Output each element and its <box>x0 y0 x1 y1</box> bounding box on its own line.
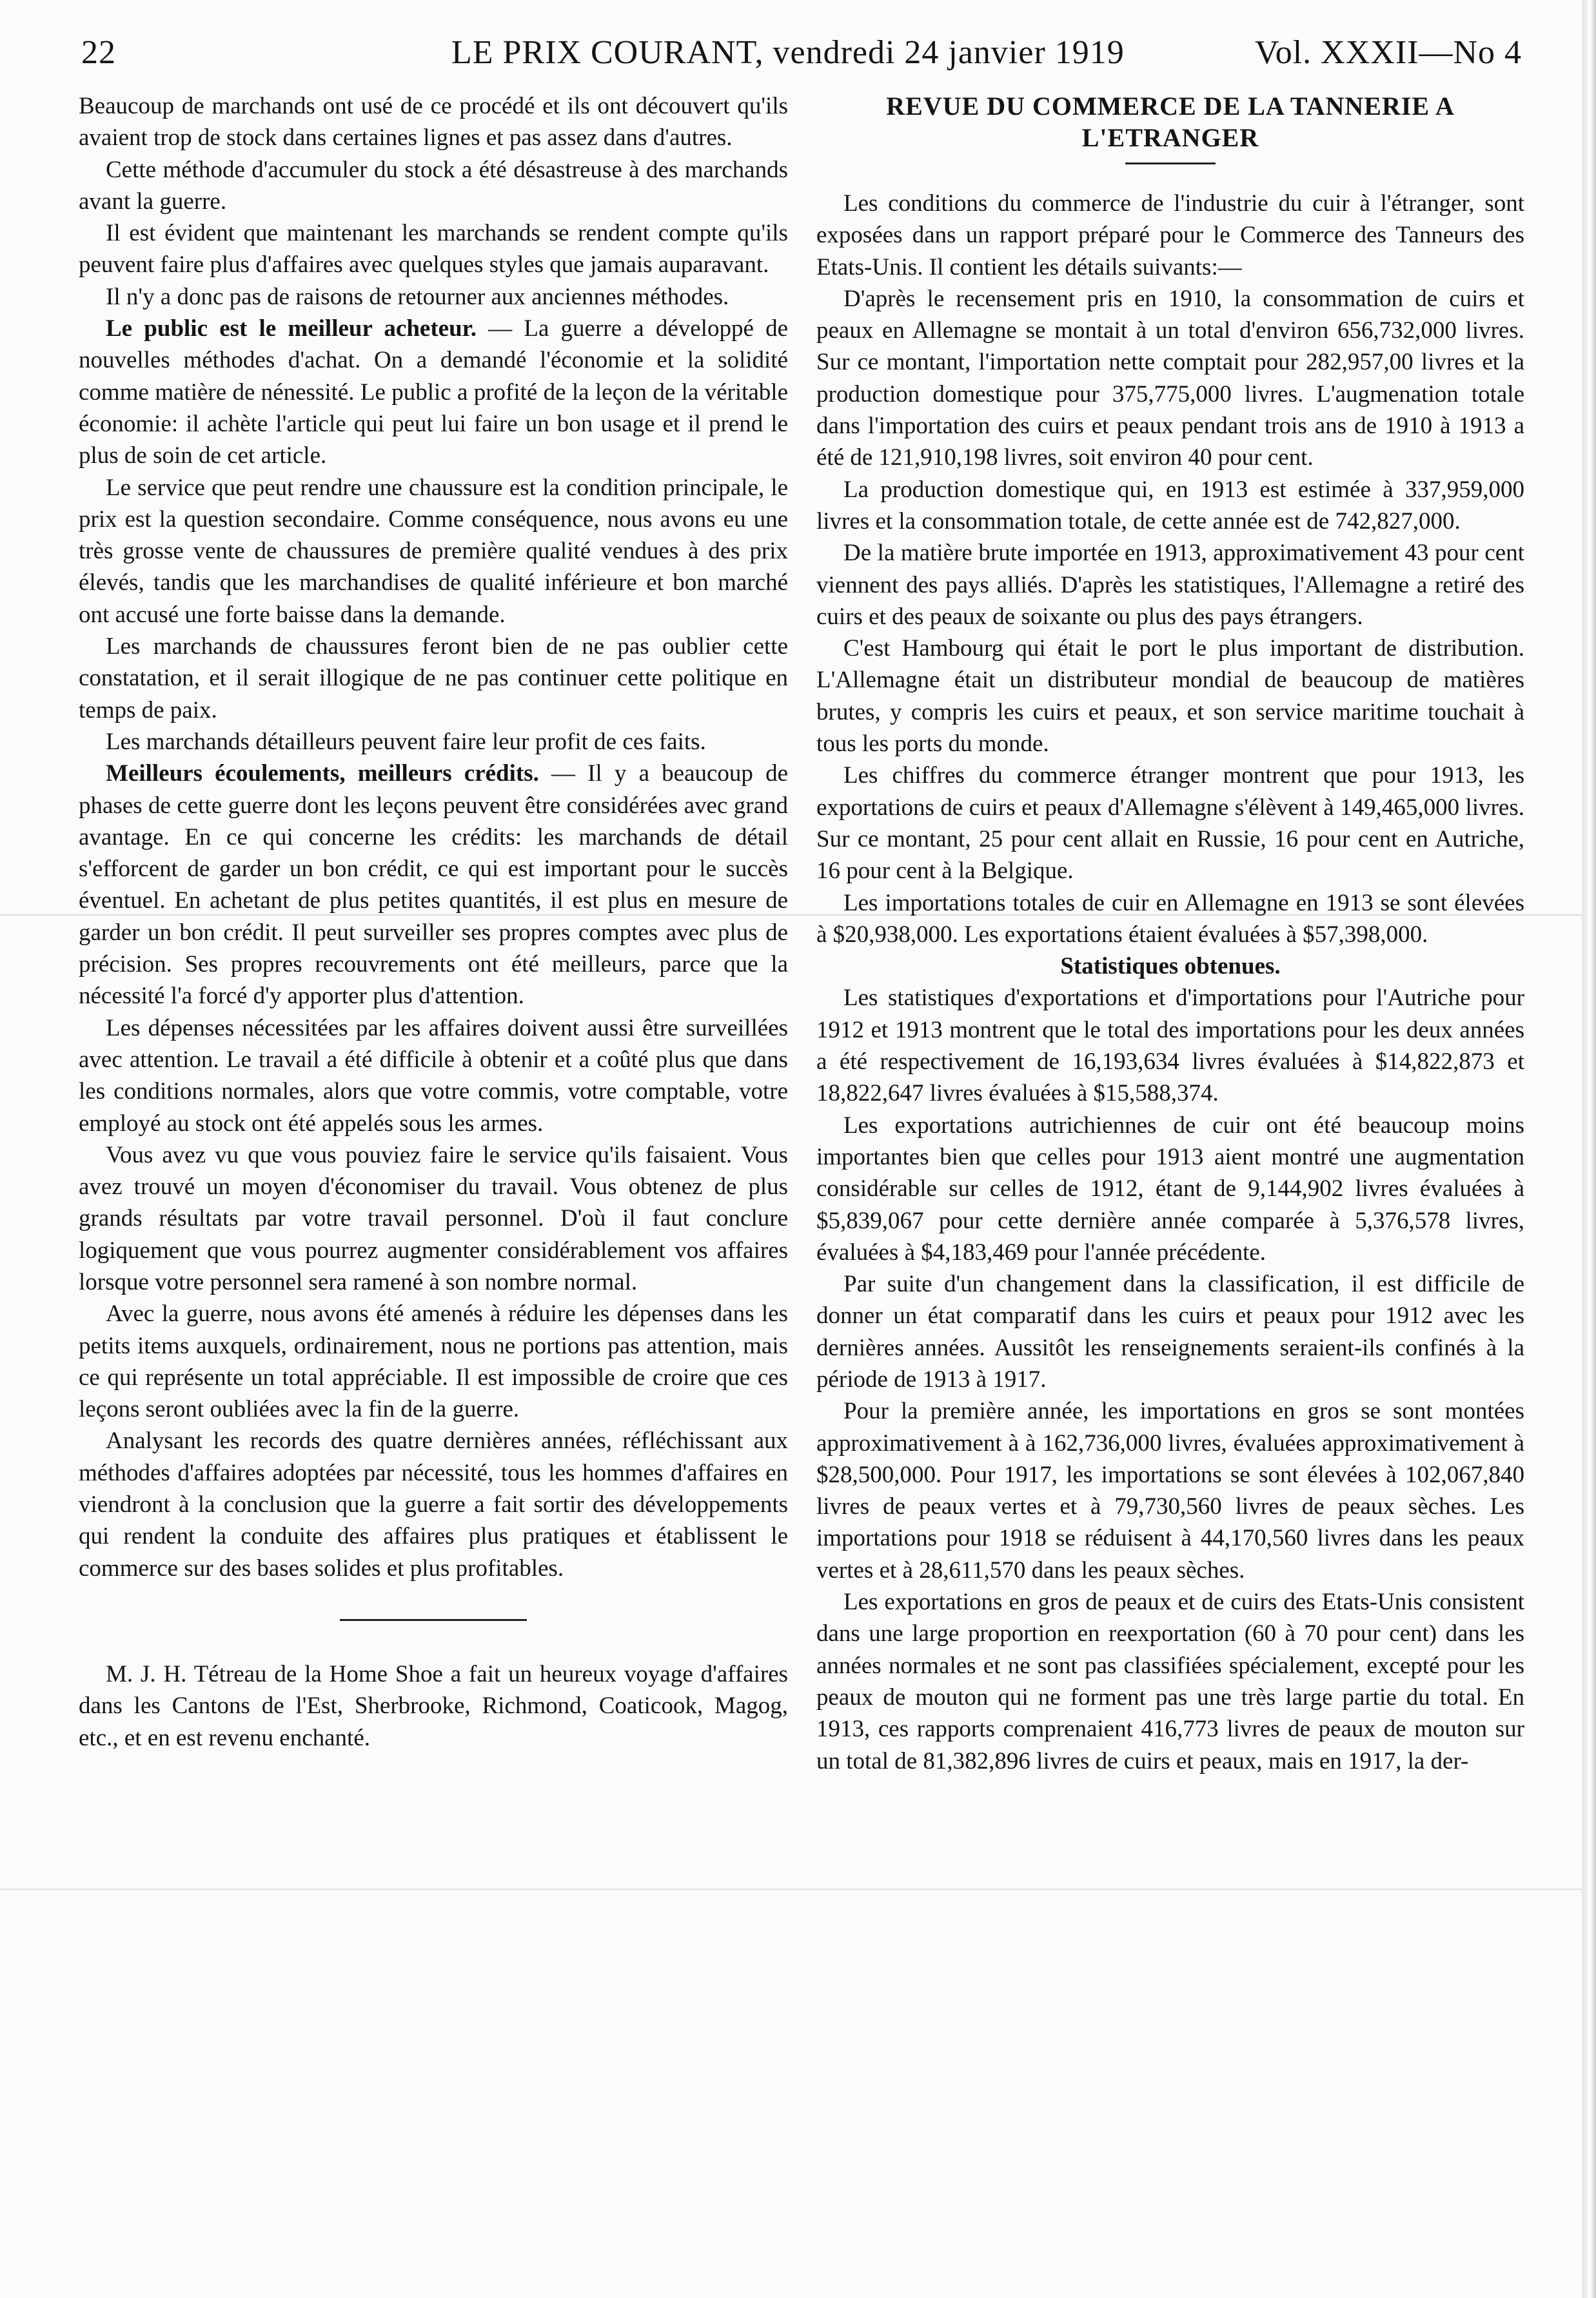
paragraph-text: Analysant les records des quatre dernières années, réfléchissant aux méthodes d'affaires adoptées par nécessité, tous les hommes d'affaires en viendront à la conclusion que la guerre a fait sortir des développements qui rendent la conduite des affaires plus pratiques et établissent le commerce sur des bases solides et plus profitables. <box>79 1428 788 1582</box>
page-header <box>71 34 1522 79</box>
article-body <box>816 188 1524 950</box>
paragraph: Les exportations autrichiennes de cuir ont été beaucoup moins importantes bien que celles pour 1913 aient montré une augmentation considérable sur celles de 1912, étant de 9,144,902 livres évaluées à $5,839,067 pour cette dernière année comparée à 5,376,578 livres, évaluées à $4,183,469 pour l'année précédente. <box>816 1112 1524 1266</box>
paragraph <box>79 631 788 726</box>
paragraph <box>79 1139 788 1298</box>
paragraph-text: Les marchands détailleurs peuvent faire leur profit de ces faits. <box>106 728 706 755</box>
paragraph-text: — La guerre a développé de nouvelles méthodes d'achat. On a demandé l'économie et la solidité comme matière de nénessité. Le public a profité de la leçon de la véritable économie: il achète l'article qui peut lui faire un bon usage et il prend le plus de soin de cet article. <box>79 315 788 469</box>
paragraph-text: — Il y a beaucoup de phases de cette guerre dont les leçons peuvent être considérées avec grand avantage. En ce qui concerne les crédits: les marchands de détail s'efforcent de garder un bon crédit, ce qui est important pour le succès éventuel. En achetant de plus petites quantités, il est plus en mesure de garder un bon crédit. Il peut surveiller ses propres comptes avec plus de précision. Ses propres recouvrements ont été meilleurs, parce que la nécessité l'a forcé d'y apporter plus d'attention. <box>79 760 788 1010</box>
paragraph: Par suite d'un changement dans la classification, il est difficile de donner un état comparatif dans les cuirs et peaux pour 1912 avec les dernières années. Aussitôt les renseignements seraient-ils confinés à la période de 1913 à 1917. <box>816 1271 1524 1393</box>
paragraph: Les conditions du commerce de l'industrie du cuir à l'étranger, sont exposées dans un rapport préparé pour le Commerce des Tanneurs des Etats-Unis. Il contient les détails suivants:— <box>816 190 1524 280</box>
subheading: Statistiques obtenues. <box>1060 953 1281 980</box>
paragraph <box>79 281 788 313</box>
paragraph <box>79 726 788 758</box>
article-title: REVUE DU COMMERCE DE LA TANNERIE A L'ETRANGER <box>886 92 1455 152</box>
article-body-continued <box>816 982 1524 1776</box>
masthead: LE PRIX COURANT, vendredi 24 janvier 1919 <box>451 34 1125 71</box>
paragraph-text: Beaucoup de marchands ont usé de ce procédé et ils ont découvert qu'ils avaient trop de stock dans certaines lignes et pas assez dans d'autres. <box>79 93 788 152</box>
page-edge <box>1582 0 1596 2298</box>
paragraph <box>79 1425 788 1584</box>
paragraph <box>79 90 788 154</box>
paragraph <box>79 154 788 218</box>
paragraph-text: Il est évident que maintenant les marchands se rendent compte qu'ils peuvent faire plus d'affaires avec quelques styles que jamais auparavant. <box>79 220 788 279</box>
paragraph <box>79 313 788 471</box>
right-column <box>816 90 1524 1777</box>
paragraph: Les statistiques d'exportations et d'importations pour l'Autriche pour 1912 et 1913 montrent que le total des importations pour les deux années a été respectivement de 16,193,634 livres évaluées à $14,822,873 et 18,822,647 livres évaluées à $15,588,374. <box>816 985 1524 1107</box>
page-number: 22 <box>81 34 116 71</box>
fold-line <box>0 1889 1582 1890</box>
volume-number: Vol. XXXII—No 4 <box>1254 34 1522 71</box>
left-column <box>79 90 788 1754</box>
paragraph-lead: Meilleurs écoulements, meilleurs crédits. <box>106 760 539 787</box>
paragraph: Les importations totales de cuir en Allemagne en 1913 se sont élevées à $20,938,000. Les exportations étaient évaluées à $57,398,000. <box>816 889 1524 948</box>
section-divider <box>340 1619 527 1621</box>
title-divider <box>1125 162 1216 164</box>
paragraph-text: Vous avez vu que vous pouviez faire le service qu'ils faisaient. Vous avez trouvé un moyen d'économiser du travail. Vous obtenez de plus grands résultats par votre travail personnel. D'où il faut conclure logiquement que vous pourrez augmenter considérablement vos affaires lorsque votre personnel sera ramené à son nombre normal. <box>79 1141 788 1295</box>
paragraph-text: Avec la guerre, nous avons été amenés à réduire les dépenses dans les petits items auxquels, ordinairement, nous ne portions pas attention, mais ce qui représente un total appréciable. Il est impossible de croire que ces leçons seront oubliées avec la fin de la guerre. <box>79 1301 788 1423</box>
paragraph <box>79 217 788 281</box>
paragraph: Pour la première année, les importations en gros se sont montées approximativement à à 162,736,000 livres, évaluées approximativement à $28,500,000. Pour 1917, les importations se sont élevées à 102,067,840 livres de peaux vertes et à 79,730,560 livres de peaux sèches. Les importations pour 1918 se réduisent à 44,170,560 livres dans les peaux vertes et à 28,611,570 dans les peaux sèches. <box>816 1398 1524 1584</box>
news-note: M. J. H. Tétreau de la Home Shoe a fait un heureux voyage d'affaires dans les Cantons de l'Est, Sherbrooke, Richmond, Coaticook, Magog, etc., et en est revenu enchanté. <box>79 1660 788 1751</box>
paragraph <box>79 1298 788 1425</box>
paragraph: Les chiffres du commerce étranger montrent que pour 1913, les exportations de cuirs et peaux d'Allemagne s'élèvent à 149,465,000 livres. Sur ce montant, 25 pour cent allait en Russie, 16 pour cent en Autriche, 16 pour cent à la Belgique. <box>816 762 1524 885</box>
paragraph: D'après le recensement pris en 1910, la consommation de cuirs et peaux en Allemagne se montait à un total d'environ 656,732,000 livres. Sur ce montant, l'importation nette comptait pour 282,957,00 livres et la production domestique pour 375,775,000 livres. L'augmenation totale dans l'importation des cuirs et peaux pendant trois ans de 1910 à 1913 a été de 121,910,198 livres, soit environ 40 pour cent. <box>816 285 1524 471</box>
paragraph-text: Il n'y a donc pas de raisons de retourner aux anciennes méthodes. <box>106 283 729 310</box>
paragraph-text: Cette méthode d'accumuler du stock a été désastreuse à des marchands avant la guerre. <box>79 156 788 215</box>
paragraph-text: Les marchands de chaussures feront bien de ne pas oublier cette constatation, et il serait illogique de ne pas continuer cette politique en temps de paix. <box>79 633 788 723</box>
paragraph: C'est Hambourg qui était le port le plus important de distribution. L'Allemagne était un distributeur mondial de beaucoup de matières brutes, y compris les cuirs et peaux, et son service maritime touchait à tous les ports du monde. <box>816 635 1524 758</box>
paragraph-lead: Le public est le meilleur acheteur. <box>106 315 477 342</box>
paragraph-text: Le service que peut rendre une chaussure est la condition principale, le prix est la question secondaire. Comme conséquence, nous avons eu une très grosse vente de chaussures de première qualité vendues à des prix élevés, tandis que les marchandises de qualité inférieure et bon marché ont accusé une forte baisse dans la demande. <box>79 474 788 628</box>
paragraph <box>79 758 788 1012</box>
paragraph <box>79 1012 788 1139</box>
paragraph: Les exportations en gros de peaux et de cuirs des Etats-Unis consistent dans une large proportion en reexportation (60 à 70 pour cent) dans les années normales et ne sont pas classifiées spécialement, excepté pour les peaux de mouton qui ne forment pas une très large partie du total. En 1913, ces rapports comprenaient 416,773 livres de peaux de mouton sur un total de 81,382,896 livres de cuirs et peaux, mais en 1917, la der- <box>816 1589 1524 1774</box>
paragraph <box>79 472 788 631</box>
paragraph: De la matière brute importée en 1913, approximativement 43 pour cent viennent des pays alliés. D'après les statistiques, l'Allemagne a retiré des cuirs et des peaux de soixante ou plus des pays étrangers. <box>816 540 1524 630</box>
paragraph: La production domestique qui, en 1913 est estimée à 337,959,000 livres et la consommation totale, de cette année est de 742,827,000. <box>816 476 1524 535</box>
paragraph-text: Les dépenses nécessitées par les affaires doivent aussi être surveillées avec attention. Le travail a été difficile à obtenir et a coûté plus que dans les conditions normales, alors que votre commis, votre comptable, votre employé au stock ont été appelés sous les armes. <box>79 1014 788 1137</box>
